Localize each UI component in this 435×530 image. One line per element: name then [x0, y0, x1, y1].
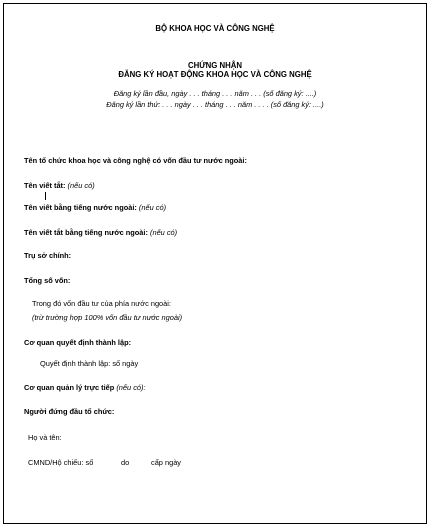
foreign-short-name-label: Tên viết tắt bằng tiếng nước ngoài:	[24, 228, 148, 237]
total-capital-label: Tổng số vốn:	[24, 276, 71, 285]
org-name-label: Tên tổ chức khoa học và công nghệ có vốn đầu tư nước ngoài:	[24, 156, 247, 165]
decision-body-label: Cơ quan quyết định thành lập:	[24, 338, 132, 347]
ministry-heading: BỘ KHOA HỌC VÀ CÔNG NGHỆ	[155, 24, 275, 33]
foreign-name-label: Tên viết bằng tiếng nước ngoài:	[24, 203, 137, 212]
foreign-short-name-line	[24, 228, 177, 237]
certificate-page	[3, 3, 427, 524]
id-card-label: CMND/Hộ chiếu: số	[28, 458, 94, 467]
foreign-capital-note: (trừ trường hợp 100% vốn đầu tư nước ngoài)	[32, 313, 183, 322]
short-name-label: Tên viết tắt:	[24, 181, 66, 190]
decision-detail-line: Quyết định thành lập: số ngày	[40, 359, 139, 368]
foreign-short-name-hint: (nếu có)	[150, 228, 178, 237]
full-name-label: Họ và tên:	[28, 433, 62, 442]
direct-management-label: Cơ quan quản lý trực tiếp	[24, 383, 115, 392]
certificate-subtitle: ĐĂNG KÝ HOẠT ĐỘNG KHOA HỌC VÀ CÔNG NGHỆ	[118, 70, 312, 79]
id-issue-date-label: cấp ngày	[151, 458, 181, 467]
foreign-capital-line: Trong đó vốn đầu tư của phía nước ngoài:	[32, 299, 171, 308]
registration-nth-line: Đăng ký lần thứ: . . . ngày . . . tháng . . . năm . . . . (số đăng ký: ....)	[106, 100, 324, 109]
headquarters-label: Trụ sở chính:	[24, 251, 72, 260]
direct-management-hint: (nếu có):	[116, 383, 146, 392]
head-of-organization-label: Người đứng đầu tổ chức:	[24, 407, 115, 416]
certificate-title: CHỨNG NHẬN	[187, 61, 243, 70]
registration-first-line: Đăng ký lần đầu, ngày . . . tháng . . . năm . . . (số đăng ký: ....)	[113, 89, 317, 98]
short-name-hint: (nếu có)	[67, 181, 95, 190]
id-issued-by-label: do	[121, 458, 130, 467]
text-cursor	[45, 192, 46, 200]
foreign-name-line	[24, 203, 166, 212]
foreign-name-hint: (nếu có)	[138, 203, 167, 212]
short-name-line	[24, 181, 95, 190]
direct-management-line	[24, 383, 146, 392]
